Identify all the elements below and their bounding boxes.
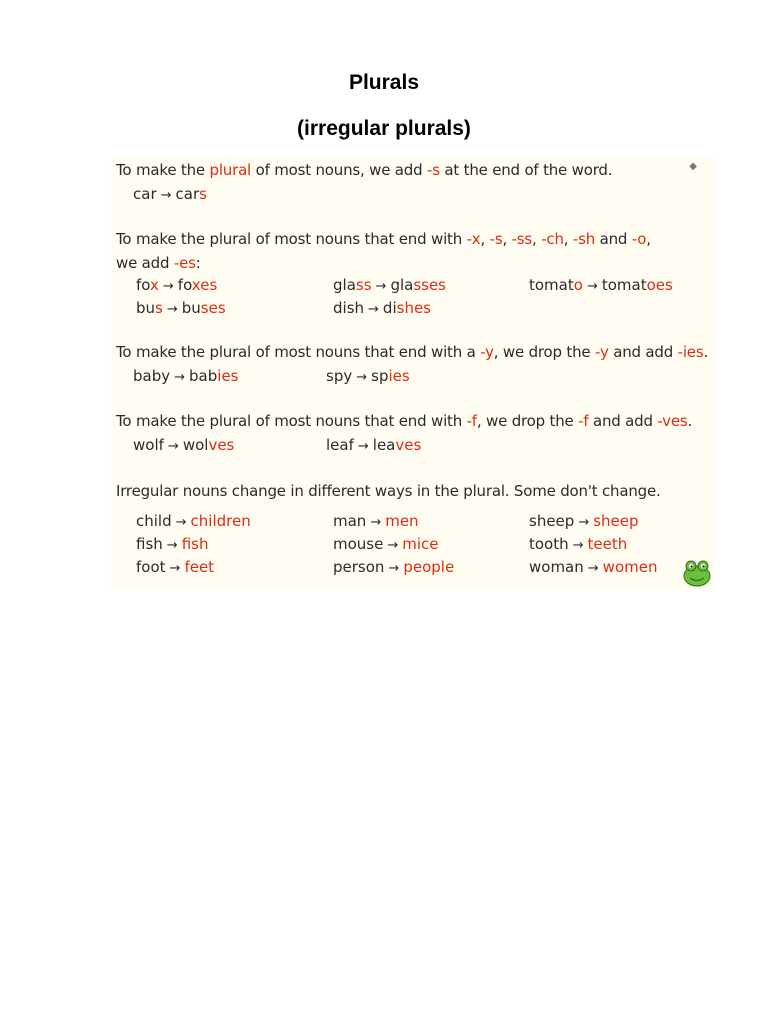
example-leaf [326,436,421,456]
singular-part-text: fo [136,276,150,294]
plural-part-text: lea [372,436,396,454]
plural-word [182,535,209,553]
arrow-right-icon: → [162,279,174,294]
example-wolf [133,436,234,456]
rule-run-highlight: -es [173,254,196,272]
singular-part-highlight: x [150,276,159,294]
plural-part-highlight: women [602,558,658,576]
plural-word [176,185,207,203]
singular-word [529,512,574,530]
singular-word [529,276,583,294]
example-glass [333,276,446,296]
plural-part-highlight: men [385,512,419,530]
rule-run-highlight: -y [480,343,494,361]
rule-run-highlight: -f [578,412,589,430]
rule-run-text: , [646,230,651,248]
singular-part-text: fish [136,535,163,553]
singular-part-highlight: s [155,299,163,317]
singular-part-highlight: o [573,276,583,294]
plural-part-highlight: ies [217,367,239,385]
singular-word [529,558,584,576]
rule-5-text [116,482,661,500]
rule-run-text: and [595,230,632,248]
arrow-right-icon: → [169,561,181,576]
rule-run-text: , we drop the [476,412,579,430]
example-foot [136,558,214,578]
example-dish [333,299,431,319]
plural-part-text: gla [390,276,414,294]
rule-run-highlight: -ves [657,412,688,430]
example-woman [529,558,657,578]
plural-part-highlight: ses [200,299,226,317]
singular-word [333,299,364,317]
plural-part-highlight: people [403,558,455,576]
plural-word [189,367,238,385]
example-bus [136,299,226,319]
plural-part-text: car [175,185,200,203]
arrow-right-icon: → [356,370,368,385]
plural-part-highlight: teeth [587,535,628,553]
rule-run-highlight: -o [631,230,647,248]
example-car [133,185,207,205]
plural-part-highlight: mice [402,535,439,553]
example-man [333,512,419,532]
rule-2-text-line2 [116,254,201,272]
frog-mascot-icon [681,556,713,588]
plural-word [385,512,418,530]
singular-part-text: gla [333,276,356,294]
rule-run-highlight: -ss [511,230,533,248]
rule-run-highlight: -s [489,230,503,248]
arrow-right-icon: → [160,188,172,203]
singular-word [133,436,164,454]
plural-part-highlight: shes [396,299,431,317]
corner-mark-icon: ◆ [689,161,697,172]
plural-part-text: di [382,299,397,317]
page-title: Plurals [348,71,420,94]
rule-run-highlight: -sh [572,230,596,248]
rule-run-text: , [480,230,490,248]
arrow-right-icon: → [175,515,187,530]
rule-run-text: of most nouns, we add [251,161,427,179]
plural-word [178,276,217,294]
plural-word [373,436,422,454]
plural-word [383,299,431,317]
rule-run-highlight: -f [466,412,477,430]
singular-word [333,558,384,576]
singular-word [326,367,352,385]
plural-word [588,535,628,553]
plural-word [371,367,410,385]
rule-run-text: . [687,412,693,430]
arrow-right-icon: → [388,561,400,576]
singular-word [136,512,172,530]
rule-run-text: To make the plural of most nouns that end with [116,412,467,430]
plural-word [191,512,251,530]
singular-word [529,535,569,553]
singular-part-text: mouse [333,535,384,553]
plural-part-text: bu [181,299,201,317]
singular-part-text: man [333,512,367,530]
plural-part-highlight: oes [646,276,673,294]
rule-run-highlight: -ies [677,343,704,361]
plural-part-text: fo [177,276,192,294]
arrow-right-icon: → [166,538,178,553]
rule-run-highlight: -x [466,230,481,248]
arrow-right-icon: → [357,439,369,454]
plural-word [403,558,454,576]
singular-part-text: dish [333,299,365,317]
rule-run-text: : [195,254,201,272]
plural-part-highlight: ves [395,436,422,454]
plural-part-highlight: children [190,512,251,530]
plural-word [182,299,226,317]
plural-word [603,558,658,576]
arrow-right-icon: → [578,515,590,530]
singular-part-text: sheep [529,512,575,530]
plural-part-highlight: sses [413,276,447,294]
singular-part-text: leaf [326,436,354,454]
singular-part-text: woman [529,558,584,576]
example-fox [136,276,217,296]
page-subtitle: (irregular plurals) [297,117,471,140]
rule-1-text [116,161,612,179]
example-child [136,512,251,532]
singular-part-text: tomat [529,276,574,294]
singular-part-highlight: ss [355,276,372,294]
singular-part-text: baby [133,367,171,385]
plural-part-text: wol [182,436,209,454]
rule-run-highlight: plural [209,161,252,179]
arrow-right-icon: → [375,279,387,294]
example-person [333,558,454,578]
rule-run-highlight: -s [427,161,440,179]
arrow-right-icon: → [572,538,584,553]
plural-part-text: bab [189,367,218,385]
rule-run-text: we add [116,254,174,272]
arrow-right-icon: → [586,279,598,294]
singular-word [136,299,163,317]
plural-part-text: sp [371,367,389,385]
arrow-right-icon: → [167,439,179,454]
arrow-right-icon: → [174,370,186,385]
plural-word [602,276,673,294]
singular-part-text: person [333,558,385,576]
rule-3-text [116,343,708,361]
plural-part-highlight: s [199,185,207,203]
singular-word [133,367,170,385]
rule-run-highlight: -y [595,343,609,361]
singular-part-text: foot [136,558,166,576]
singular-word [133,185,157,203]
singular-word [333,512,366,530]
plural-part-highlight: feet [184,558,215,576]
arrow-right-icon: → [587,561,599,576]
rule-4-text [116,412,692,430]
plural-part-highlight: xes [191,276,218,294]
singular-word [136,276,159,294]
plural-word [183,436,235,454]
singular-part-text: bu [136,299,156,317]
arrow-right-icon: → [166,302,178,317]
plural-word [593,512,638,530]
plural-word [390,276,446,294]
plural-part-highlight: ies [388,367,410,385]
example-mouse [333,535,439,555]
rule-run-text: , [502,230,512,248]
plural-word [402,535,438,553]
arrow-right-icon: → [387,538,399,553]
example-tomato [529,276,673,296]
example-fish [136,535,208,555]
rule-run-text: . [703,343,709,361]
rule-run-text: at the end of the word. [439,161,613,179]
plural-word [184,558,214,576]
rule-run-text: , we drop the [493,343,596,361]
singular-word [136,558,166,576]
singular-part-text: car [133,185,157,203]
example-tooth [529,535,627,555]
rule-run-text: To make the plural of most nouns that end with a [116,343,481,361]
example-baby [133,367,239,387]
singular-word [333,535,383,553]
plural-part-highlight: fish [181,535,209,553]
rule-run-highlight: -ch [541,230,564,248]
singular-part-text: tooth [529,535,569,553]
rule-run-text: To make the [116,161,210,179]
plural-part-highlight: sheep [593,512,639,530]
singular-word [326,436,354,454]
grammar-panel [111,157,715,590]
rule-run-text: and add [588,412,658,430]
singular-part-text: child [136,512,172,530]
plural-part-text: tomat [601,276,647,294]
arrow-right-icon: → [368,302,379,317]
rule-run-text: and add [608,343,678,361]
arrow-right-icon: → [370,515,382,530]
singular-part-text: spy [326,367,353,385]
singular-part-text: wolf [133,436,164,454]
example-sheep [529,512,639,532]
singular-word [333,276,372,294]
singular-word [136,535,163,553]
rule-run-text: , [532,230,542,248]
plural-part-highlight: ves [208,436,235,454]
rule-run-text: , [563,230,573,248]
rule-run-text: Irregular nouns change in different ways in the plural. Some don't change. [116,482,661,500]
example-spy [326,367,410,387]
rule-2-text-line1 [116,230,651,248]
rule-run-text: To make the plural of most nouns that end with [116,230,467,248]
